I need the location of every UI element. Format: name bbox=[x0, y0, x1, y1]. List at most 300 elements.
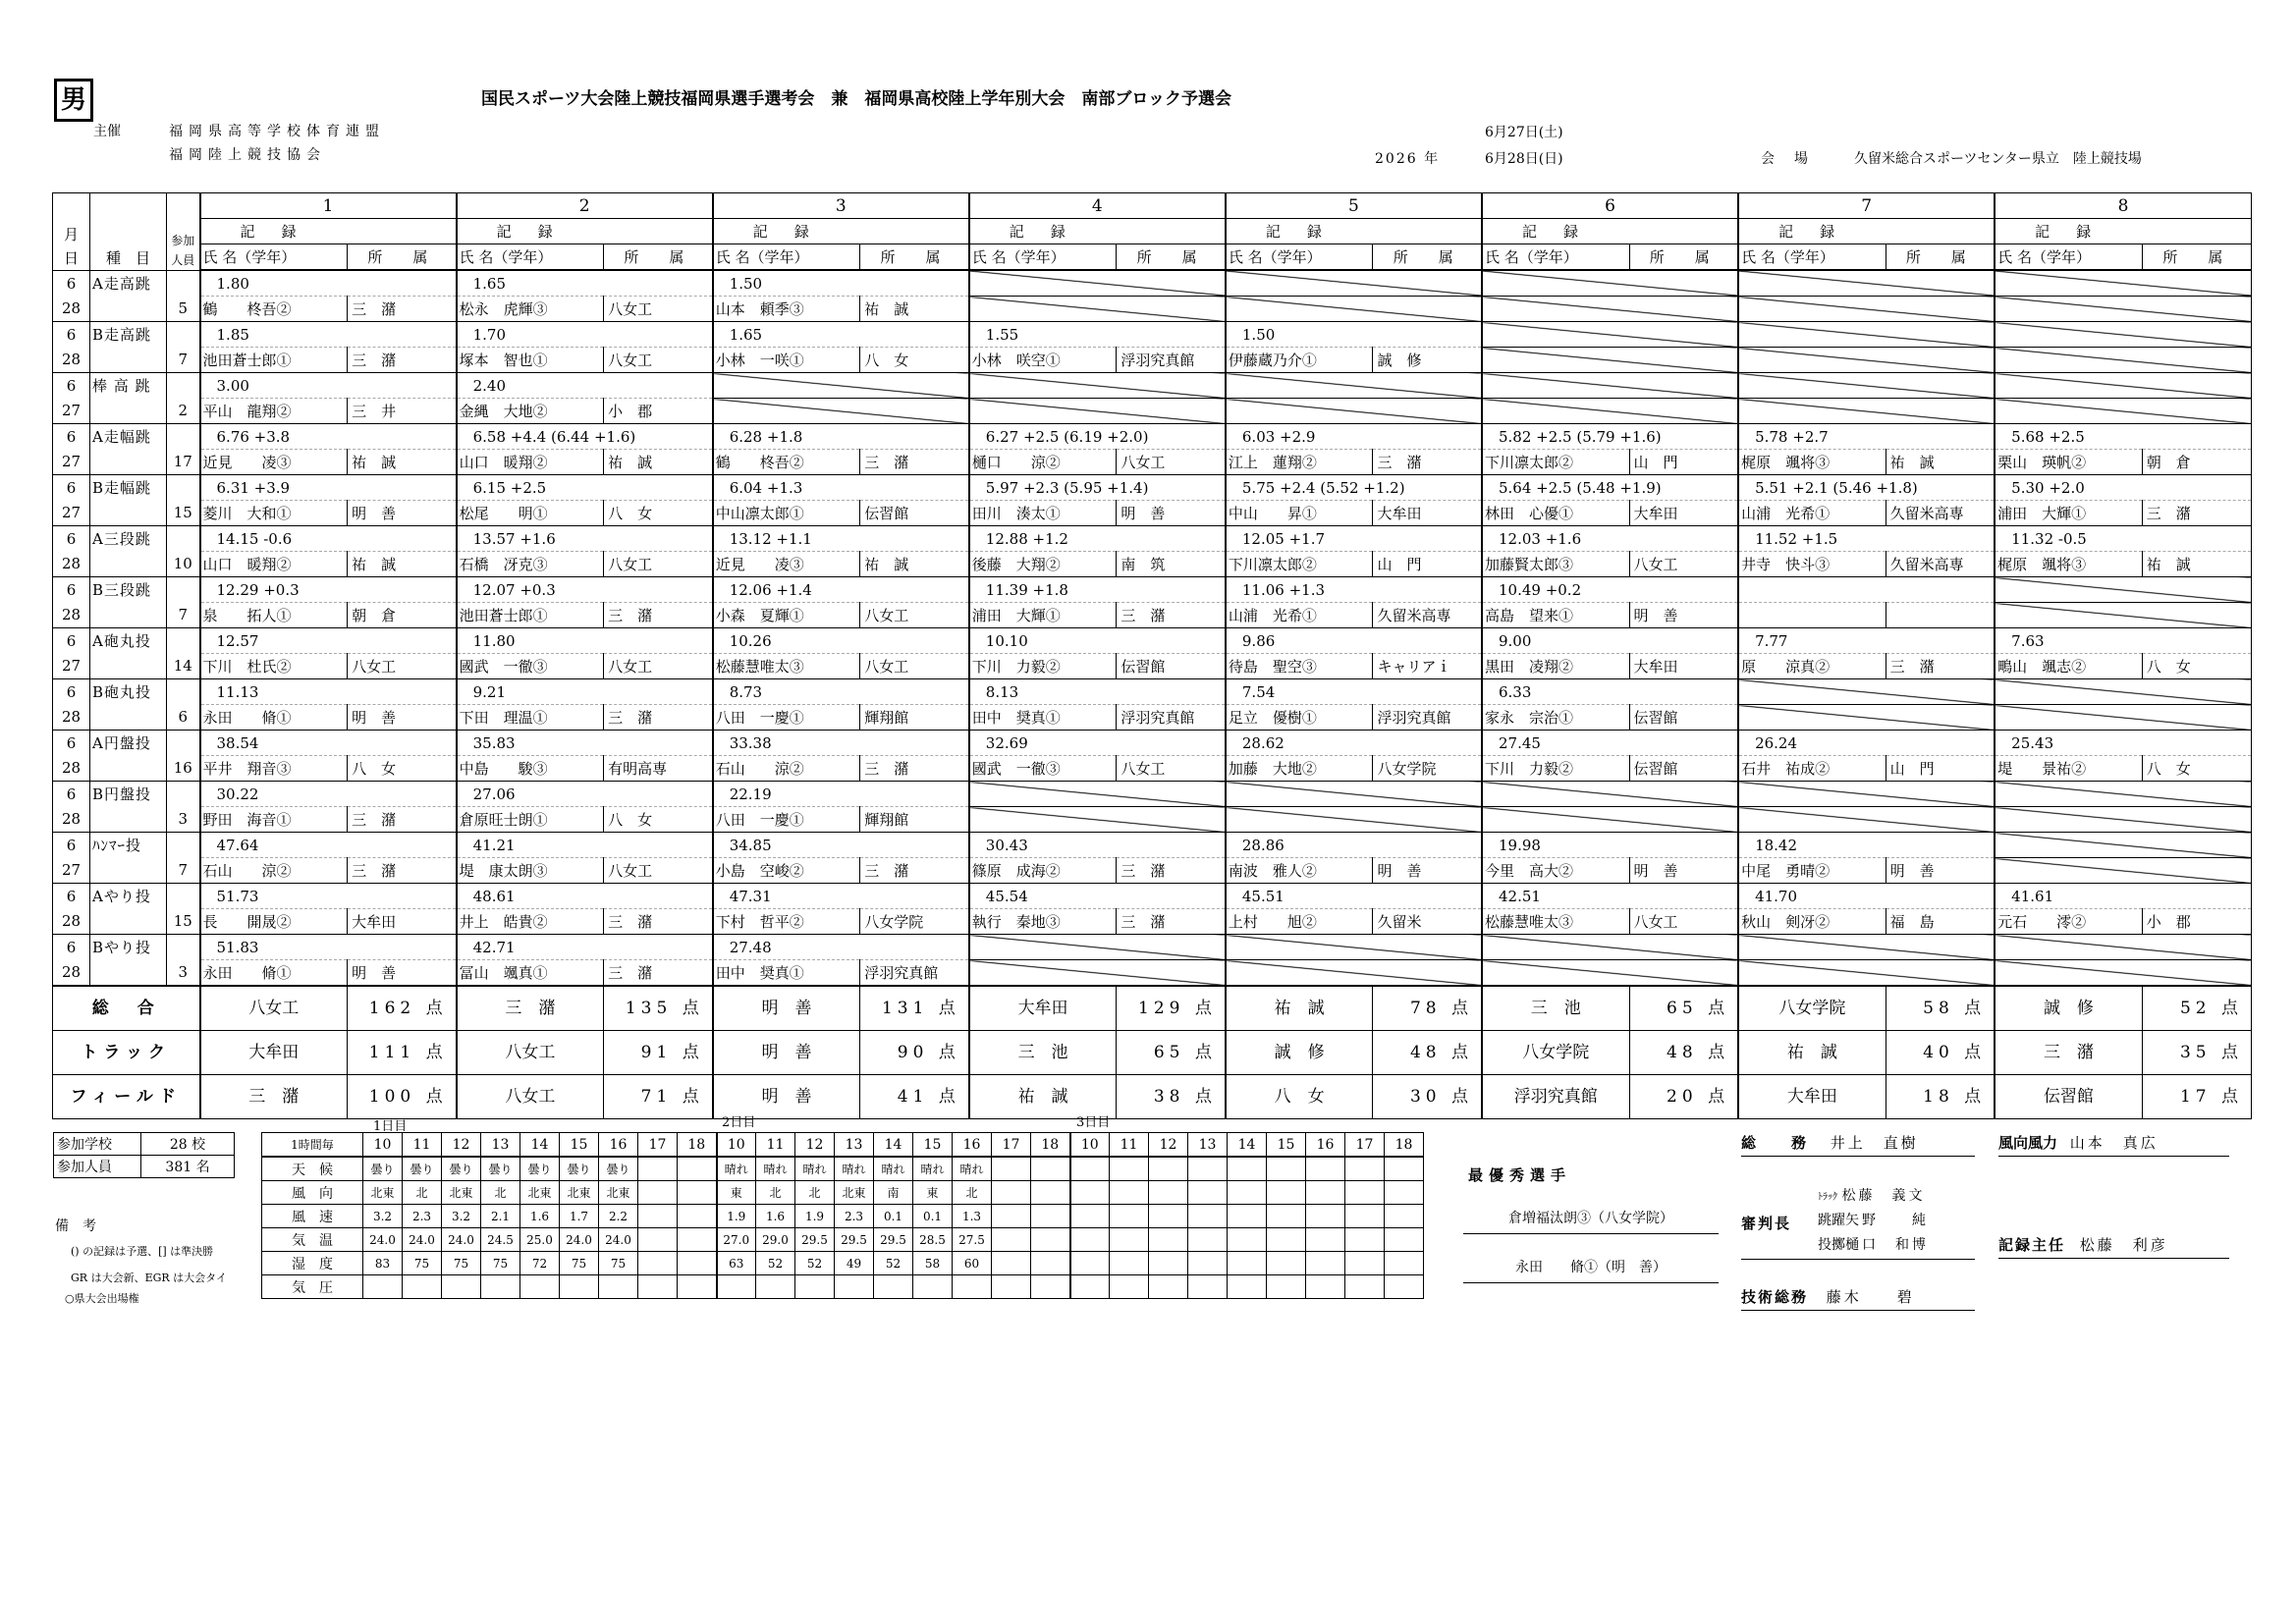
summary-team: 八女工 bbox=[200, 986, 348, 1031]
weather-cell: 3.2 bbox=[363, 1205, 403, 1228]
empty-slot bbox=[1995, 960, 2251, 987]
result-athlete: 山浦 光希① bbox=[1226, 603, 1373, 628]
result-team: 三 潴 bbox=[1373, 450, 1482, 475]
result-team: 明 善 bbox=[1117, 501, 1226, 526]
event-row-name bbox=[53, 909, 2252, 935]
event-name: A走幅跳 bbox=[90, 424, 167, 450]
weather-cell: 曇り bbox=[599, 1157, 638, 1181]
weather-row bbox=[262, 1157, 1424, 1181]
weather-cell bbox=[1149, 1228, 1188, 1252]
event-name-blank bbox=[90, 909, 167, 935]
result-team: 八女学院 bbox=[1373, 756, 1482, 782]
result-record: 8.13 bbox=[969, 679, 1226, 705]
result-athlete: 山浦 光希① bbox=[1738, 501, 1886, 526]
result-team: 久留米高専 bbox=[1886, 552, 1995, 577]
wind-label: 風向風力 bbox=[1998, 1134, 2058, 1152]
empty-slot bbox=[1482, 270, 1738, 297]
result-record: 12.06 +1.4 bbox=[713, 577, 969, 603]
result-team: 八 女 bbox=[860, 348, 969, 373]
empty-slot bbox=[1482, 807, 1738, 833]
weather-cell bbox=[1345, 1252, 1385, 1275]
event-row-record bbox=[53, 679, 2252, 705]
event-row-record bbox=[53, 270, 2252, 297]
event-participants-blank bbox=[167, 679, 200, 705]
weather-cell bbox=[678, 1275, 717, 1299]
event-participants: 6 bbox=[167, 705, 200, 731]
empty-slot bbox=[1738, 399, 1995, 424]
result-record: 51.83 bbox=[200, 935, 457, 960]
event-row-name bbox=[53, 501, 2252, 526]
result-team: 祐 誠 bbox=[604, 450, 713, 475]
result-team: 伝習館 bbox=[860, 501, 969, 526]
weather-cell: 24.0 bbox=[403, 1228, 442, 1252]
host-2: 福岡陸上競技協会 bbox=[169, 147, 326, 163]
result-record: 1.80 bbox=[200, 270, 457, 297]
result-athlete: 平山 龍翔② bbox=[200, 399, 348, 424]
result-team: 祐 誠 bbox=[860, 297, 969, 322]
result-team: 明 善 bbox=[348, 501, 457, 526]
hour-cell: 11 bbox=[1110, 1133, 1149, 1158]
result-athlete: 冨山 颯真① bbox=[457, 960, 604, 987]
weather-cell bbox=[638, 1205, 678, 1228]
weather-cell: 曇り bbox=[520, 1157, 560, 1181]
weather-cell bbox=[403, 1275, 442, 1299]
result-team: 明 善 bbox=[1886, 858, 1995, 884]
note-3: ○県大会出場権 bbox=[65, 1292, 139, 1305]
weather-cell bbox=[1149, 1181, 1188, 1205]
result-record: 1.55 bbox=[969, 322, 1226, 348]
result-team: 朝 倉 bbox=[2142, 450, 2251, 475]
summary-team: 明 善 bbox=[713, 1075, 860, 1119]
result-athlete: 松尾 明① bbox=[457, 501, 604, 526]
empty-slot bbox=[1738, 297, 1995, 322]
weather-cell bbox=[1228, 1275, 1267, 1299]
weather-cell: 0.1 bbox=[913, 1205, 953, 1228]
result-athlete: 石山 涼② bbox=[200, 858, 348, 884]
result-record: 19.98 bbox=[1482, 833, 1738, 858]
result-record: 22.19 bbox=[713, 782, 969, 807]
weather-cell: 1.3 bbox=[953, 1205, 992, 1228]
team-header: 所 属 bbox=[860, 244, 969, 271]
weather-cell bbox=[1306, 1157, 1345, 1181]
soumu-name: 井上 直樹 bbox=[1830, 1134, 1919, 1152]
event-name-blank bbox=[90, 807, 167, 833]
weather-cell bbox=[1385, 1157, 1424, 1181]
weather-cell: 75 bbox=[481, 1252, 520, 1275]
result-team: 八女工 bbox=[860, 603, 969, 628]
people-label: 参加人員 bbox=[54, 1156, 141, 1178]
weather-cell: 2.3 bbox=[403, 1205, 442, 1228]
summary-team: 明 善 bbox=[713, 986, 860, 1031]
place-header-6: 6 bbox=[1482, 193, 1738, 219]
result-athlete: 小島 空峻② bbox=[713, 858, 860, 884]
weather-cell bbox=[1267, 1205, 1306, 1228]
result-athlete: 上村 旭② bbox=[1226, 909, 1373, 935]
header-row-places bbox=[53, 193, 2252, 219]
result-athlete: 石井 祐成② bbox=[1738, 756, 1886, 782]
weather-cell bbox=[795, 1275, 835, 1299]
summary-label: フィールド bbox=[53, 1075, 200, 1119]
summary-points: 48 点 bbox=[1629, 1031, 1738, 1075]
result-record: 5.68 +2.5 bbox=[1995, 424, 2251, 450]
summary-team: 三 潴 bbox=[200, 1075, 348, 1119]
event-name: ﾊﾝﾏｰ投 bbox=[90, 833, 167, 858]
event-name: B走幅跳 bbox=[90, 475, 167, 501]
result-team: 三 潴 bbox=[860, 858, 969, 884]
result-record: 5.64 +2.5 (5.48 +1.9) bbox=[1482, 475, 1738, 501]
weather-cell: 北東 bbox=[560, 1181, 599, 1205]
weather-cell bbox=[1031, 1275, 1070, 1299]
weather-cell: 曇り bbox=[442, 1157, 481, 1181]
weather-cell: 75 bbox=[560, 1252, 599, 1275]
event-row-name bbox=[53, 399, 2252, 424]
result-record: 5.97 +2.3 (5.95 +1.4) bbox=[969, 475, 1226, 501]
hour-cell: 10 bbox=[1070, 1133, 1110, 1158]
weather-cell: 29.5 bbox=[874, 1228, 913, 1252]
summary-points: 20 点 bbox=[1629, 1075, 1738, 1119]
event-name-blank bbox=[90, 501, 167, 526]
event-participants-blank bbox=[167, 833, 200, 858]
weather-cell bbox=[599, 1275, 638, 1299]
weather-cell bbox=[913, 1275, 953, 1299]
result-athlete: 浦田 大輝① bbox=[1995, 501, 2142, 526]
empty-slot bbox=[1482, 960, 1738, 987]
event-name: A砲丸投 bbox=[90, 628, 167, 654]
event-name: Bやり投 bbox=[90, 935, 167, 960]
result-record: 45.54 bbox=[969, 884, 1226, 909]
event-day: 27 bbox=[53, 399, 90, 424]
result-athlete bbox=[1738, 603, 1886, 628]
schools-label: 参加学校 bbox=[54, 1133, 141, 1156]
hour-cell: 11 bbox=[756, 1133, 795, 1158]
name-header: 氏 名（学年） bbox=[969, 244, 1117, 271]
result-record: 6.58 +4.4 (6.44 +1.6) bbox=[457, 424, 713, 450]
event-month: 6 bbox=[53, 373, 90, 399]
result-record: 45.51 bbox=[1226, 884, 1482, 909]
empty-slot bbox=[1738, 679, 1995, 705]
day1-label: 1日目 bbox=[373, 1119, 408, 1134]
weather-cell bbox=[442, 1275, 481, 1299]
result-athlete: 南波 雅人② bbox=[1226, 858, 1373, 884]
weather-cell: 曇り bbox=[403, 1157, 442, 1181]
result-athlete: 鶴 柊吾② bbox=[713, 450, 860, 475]
weather-cell bbox=[520, 1275, 560, 1299]
result-record: 7.77 bbox=[1738, 628, 1995, 654]
empty-slot bbox=[969, 935, 1226, 960]
hour-cell: 13 bbox=[835, 1133, 874, 1158]
weather-cell bbox=[1188, 1205, 1228, 1228]
hour-cell: 10 bbox=[717, 1133, 756, 1158]
result-athlete: 小林 一咲① bbox=[713, 348, 860, 373]
event-participants: 10 bbox=[167, 552, 200, 577]
empty-slot bbox=[1995, 807, 2251, 833]
result-team: キャリアｉ bbox=[1373, 654, 1482, 679]
result-athlete: 加藤賢太郎③ bbox=[1482, 552, 1629, 577]
summary-row bbox=[53, 1075, 2252, 1119]
record-header: 記 録 bbox=[1995, 219, 2251, 244]
result-athlete: 井寺 快斗③ bbox=[1738, 552, 1886, 577]
weather-cell bbox=[1188, 1252, 1228, 1275]
weather-cell bbox=[992, 1275, 1031, 1299]
result-record: 6.15 +2.5 bbox=[457, 475, 713, 501]
result-athlete: 池田蒼士郎① bbox=[457, 603, 604, 628]
tech-director bbox=[1741, 1286, 1975, 1311]
summary-points: 90 点 bbox=[860, 1031, 969, 1075]
weather-cell: 曇り bbox=[481, 1157, 520, 1181]
hour-cell: 16 bbox=[1306, 1133, 1345, 1158]
event-name-blank bbox=[90, 858, 167, 884]
result-team: 三 潴 bbox=[604, 603, 713, 628]
name-header: 氏 名（学年） bbox=[1226, 244, 1373, 271]
event-name-blank bbox=[90, 399, 167, 424]
event-row-name bbox=[53, 807, 2252, 833]
summary-points: 30 点 bbox=[1373, 1075, 1482, 1119]
event-day: 28 bbox=[53, 909, 90, 935]
hour-cell: 16 bbox=[953, 1133, 992, 1158]
tech-name: 藤木 碧 bbox=[1826, 1288, 1915, 1306]
event-month: 6 bbox=[53, 577, 90, 603]
weather-cell: 52 bbox=[795, 1252, 835, 1275]
result-athlete: 加藤 大地② bbox=[1226, 756, 1373, 782]
weather-cell: 東 bbox=[717, 1181, 756, 1205]
weather-cell bbox=[992, 1252, 1031, 1275]
place-header-1: 1 bbox=[200, 193, 457, 219]
event-row-record bbox=[53, 577, 2252, 603]
empty-slot bbox=[1226, 807, 1482, 833]
result-athlete: 伊藤蔵乃介① bbox=[1226, 348, 1373, 373]
weather-cell: 1.9 bbox=[717, 1205, 756, 1228]
weather-cell: 南 bbox=[874, 1181, 913, 1205]
event-participants: 3 bbox=[167, 960, 200, 987]
hour-cell: 12 bbox=[442, 1133, 481, 1158]
weather-cell bbox=[638, 1181, 678, 1205]
result-team: 祐 誠 bbox=[348, 552, 457, 577]
weather-cell: 75 bbox=[599, 1252, 638, 1275]
weather-cell bbox=[1149, 1275, 1188, 1299]
weather-cell: 晴れ bbox=[874, 1157, 913, 1181]
result-record: 5.51 +2.1 (5.46 +1.8) bbox=[1738, 475, 1995, 501]
result-team: 明 善 bbox=[1629, 603, 1738, 628]
result-record: 18.42 bbox=[1738, 833, 1995, 858]
event-day: 28 bbox=[53, 807, 90, 833]
result-record: 41.21 bbox=[457, 833, 713, 858]
result-athlete: 待島 聖空③ bbox=[1226, 654, 1373, 679]
result-team: 大牟田 bbox=[348, 909, 457, 935]
result-record: 11.32 -0.5 bbox=[1995, 526, 2251, 552]
event-month: 6 bbox=[53, 475, 90, 501]
name-header: 氏 名（学年） bbox=[1995, 244, 2142, 271]
place-header-8: 8 bbox=[1995, 193, 2251, 219]
event-name-blank bbox=[90, 654, 167, 679]
event-participants: 7 bbox=[167, 348, 200, 373]
weather-table bbox=[261, 1132, 1424, 1299]
event-name: A円盤投 bbox=[90, 731, 167, 756]
weather-cell bbox=[1385, 1275, 1424, 1299]
event-day: 28 bbox=[53, 297, 90, 322]
weather-cell: 晴れ bbox=[795, 1157, 835, 1181]
event-month: 6 bbox=[53, 884, 90, 909]
result-team: 三 潴 bbox=[604, 960, 713, 987]
summary-points: 58 点 bbox=[1886, 986, 1995, 1031]
result-athlete: 中山凛太郎① bbox=[713, 501, 860, 526]
result-team: 八女工 bbox=[1629, 552, 1738, 577]
weather-cell: 60 bbox=[953, 1252, 992, 1275]
summary-points: 91 点 bbox=[604, 1031, 713, 1075]
empty-slot bbox=[1738, 705, 1995, 731]
result-team: 三 潴 bbox=[2142, 501, 2251, 526]
judge-throw: 樋口 和博 bbox=[1845, 1237, 1929, 1253]
empty-slot bbox=[1995, 603, 2251, 628]
event-participants: 17 bbox=[167, 450, 200, 475]
hour-cell: 18 bbox=[1385, 1133, 1424, 1158]
participants-header bbox=[167, 193, 200, 271]
result-record: 25.43 bbox=[1995, 731, 2251, 756]
result-record: 10.10 bbox=[969, 628, 1226, 654]
team-header: 所 属 bbox=[2142, 244, 2251, 271]
weather-cell bbox=[1345, 1228, 1385, 1252]
result-athlete: 下村 哲平② bbox=[713, 909, 860, 935]
weather-cell: 58 bbox=[913, 1252, 953, 1275]
team-header: 所 属 bbox=[1629, 244, 1738, 271]
result-athlete: 中島 駿③ bbox=[457, 756, 604, 782]
venue-label: 会 場 bbox=[1761, 151, 1811, 167]
empty-slot bbox=[1995, 705, 2251, 731]
weather-cell bbox=[1228, 1157, 1267, 1181]
weather-cell bbox=[1110, 1181, 1149, 1205]
result-team: 八 女 bbox=[2142, 654, 2251, 679]
result-athlete: 篠原 成海② bbox=[969, 858, 1117, 884]
result-athlete: 黒田 凌翔② bbox=[1482, 654, 1629, 679]
weather-cell: 北 bbox=[481, 1181, 520, 1205]
result-team: 八女工 bbox=[604, 297, 713, 322]
event-row-record bbox=[53, 731, 2252, 756]
weather-cell bbox=[481, 1275, 520, 1299]
result-record: 11.06 +1.3 bbox=[1226, 577, 1482, 603]
soumu-label: 総 務 bbox=[1741, 1134, 1809, 1152]
result-team: 明 善 bbox=[1373, 858, 1482, 884]
weather-cell: 24.0 bbox=[442, 1228, 481, 1252]
empty-slot bbox=[1738, 960, 1995, 987]
result-team: 八女工 bbox=[860, 654, 969, 679]
hour-cell: 18 bbox=[1031, 1133, 1070, 1158]
result-athlete: 下川 杜氏② bbox=[200, 654, 348, 679]
event-month: 6 bbox=[53, 270, 90, 297]
result-record: 30.43 bbox=[969, 833, 1226, 858]
result-athlete: 江上 蓮翔② bbox=[1226, 450, 1373, 475]
result-record: 32.69 bbox=[969, 731, 1226, 756]
result-athlete: 栗山 瑛帆② bbox=[1995, 450, 2142, 475]
result-athlete: 梶原 颯将③ bbox=[1738, 450, 1886, 475]
event-month: 6 bbox=[53, 424, 90, 450]
weather-cell bbox=[678, 1205, 717, 1228]
result-athlete: 平井 翔音③ bbox=[200, 756, 348, 782]
empty-slot bbox=[1482, 348, 1738, 373]
event-row-name bbox=[53, 297, 2252, 322]
weather-cell bbox=[1267, 1252, 1306, 1275]
event-name: A三段跳 bbox=[90, 526, 167, 552]
summary-team: 祐 誠 bbox=[969, 1075, 1117, 1119]
host-1: 福岡県高等学校体育連盟 bbox=[169, 124, 385, 139]
summary-team: 誠 修 bbox=[1995, 986, 2142, 1031]
event-participants-blank bbox=[167, 322, 200, 348]
weather-cell bbox=[1110, 1205, 1149, 1228]
result-athlete: 中山 昇① bbox=[1226, 501, 1373, 526]
result-team: 八 女 bbox=[604, 807, 713, 833]
result-team: 三 潴 bbox=[860, 450, 969, 475]
result-record: 3.00 bbox=[200, 373, 457, 399]
host-label: 主催 bbox=[93, 124, 121, 139]
result-record: 12.57 bbox=[200, 628, 457, 654]
result-record: 48.61 bbox=[457, 884, 713, 909]
weather-cell bbox=[638, 1228, 678, 1252]
weather-cell: 東 bbox=[913, 1181, 953, 1205]
result-record: 47.64 bbox=[200, 833, 457, 858]
event-participants-blank bbox=[167, 628, 200, 654]
empty-slot bbox=[969, 297, 1226, 322]
result-team: 誠 修 bbox=[1373, 348, 1482, 373]
weather-cell bbox=[1149, 1252, 1188, 1275]
note-1: () の記録は予選、[] は準決勝 bbox=[71, 1245, 214, 1258]
judge-track-type: ﾄﾗｯｸ bbox=[1818, 1192, 1837, 1203]
event-month: 6 bbox=[53, 782, 90, 807]
summary-points: 18 点 bbox=[1886, 1075, 1995, 1119]
event-row-name bbox=[53, 552, 2252, 577]
weather-cell bbox=[638, 1275, 678, 1299]
judges bbox=[1741, 1183, 1975, 1260]
summary-points: 52 点 bbox=[2142, 986, 2251, 1031]
summary-team: 八女工 bbox=[457, 1075, 604, 1119]
result-record: 12.05 +1.7 bbox=[1226, 526, 1482, 552]
weather-cell: 29.0 bbox=[756, 1228, 795, 1252]
hour-cell: 18 bbox=[678, 1133, 717, 1158]
wind-officer bbox=[1998, 1132, 2229, 1157]
result-team: 久留米高専 bbox=[1373, 603, 1482, 628]
weather-cell bbox=[1031, 1228, 1070, 1252]
result-athlete: 山口 暖翔② bbox=[200, 552, 348, 577]
event-participants: 16 bbox=[167, 756, 200, 782]
empty-slot bbox=[1226, 373, 1482, 399]
empty-slot bbox=[1482, 373, 1738, 399]
event-participants-blank bbox=[167, 424, 200, 450]
weather-cell: 曇り bbox=[363, 1157, 403, 1181]
result-team: 山 門 bbox=[1886, 756, 1995, 782]
result-athlete: 永田 脩① bbox=[200, 705, 348, 731]
weather-cell: 2.1 bbox=[481, 1205, 520, 1228]
weather-label: 風 向 bbox=[262, 1181, 363, 1205]
result-athlete: 梶原 颯将③ bbox=[1995, 552, 2142, 577]
event-name-blank bbox=[90, 297, 167, 322]
header-row-record bbox=[53, 219, 2252, 244]
result-team: 有明高専 bbox=[604, 756, 713, 782]
empty-slot bbox=[1738, 935, 1995, 960]
result-athlete: 元石 澪② bbox=[1995, 909, 2142, 935]
result-record: 5.75 +2.4 (5.52 +1.2) bbox=[1226, 475, 1482, 501]
empty-slot bbox=[1226, 297, 1482, 322]
result-record: 42.51 bbox=[1482, 884, 1738, 909]
record-header: 記 録 bbox=[457, 219, 713, 244]
result-team: 明 善 bbox=[1629, 858, 1738, 884]
event-participants: 2 bbox=[167, 399, 200, 424]
hour-label: 1時間毎 bbox=[262, 1133, 363, 1158]
result-team: 八 女 bbox=[2142, 756, 2251, 782]
weather-cell bbox=[1110, 1228, 1149, 1252]
mvp-2: 永田 脩①（明 善） bbox=[1463, 1257, 1719, 1283]
empty-slot bbox=[1226, 270, 1482, 297]
event-day: 28 bbox=[53, 603, 90, 628]
weather-cell: 63 bbox=[717, 1252, 756, 1275]
summary-team: 明 善 bbox=[713, 1031, 860, 1075]
empty-slot bbox=[969, 807, 1226, 833]
